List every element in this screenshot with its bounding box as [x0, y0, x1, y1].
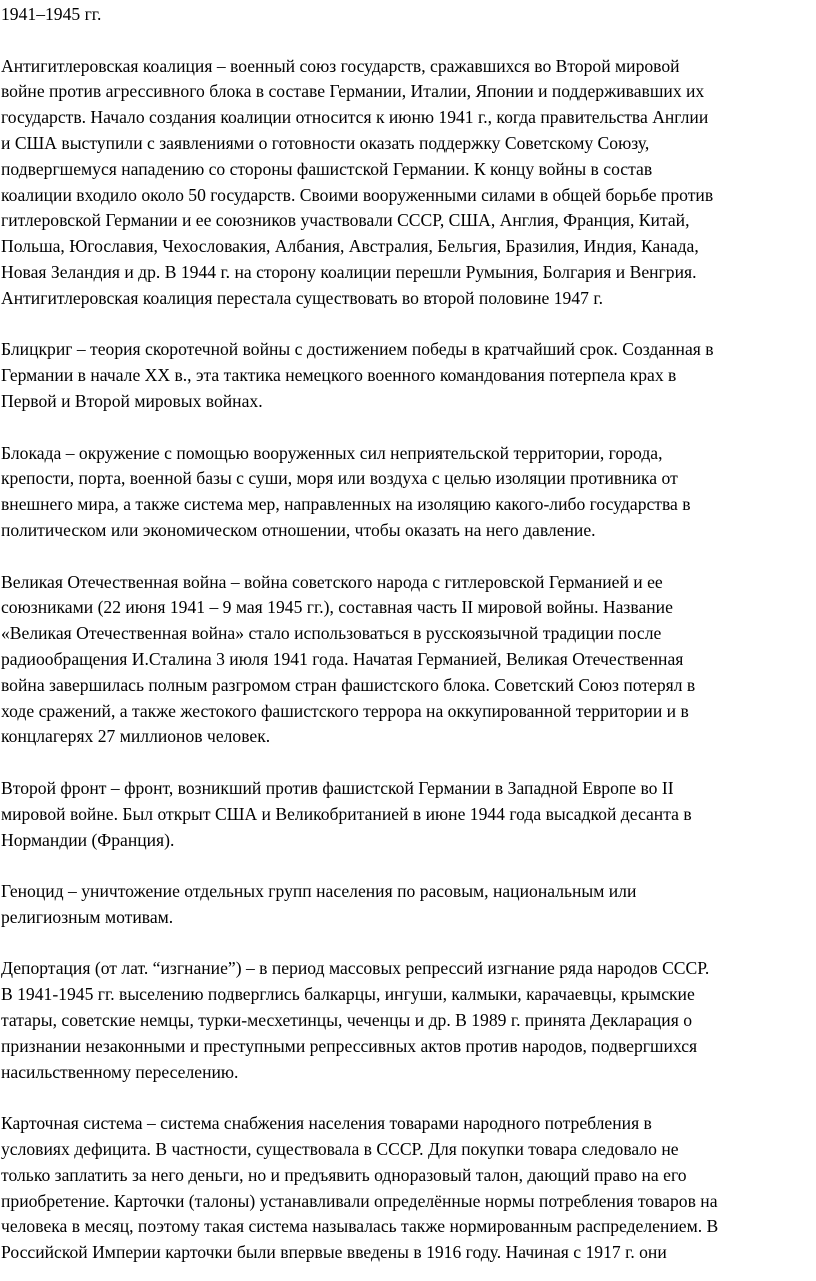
- term-paragraph: [1, 879, 806, 931]
- text-line: политическом или экономическом отношении, чтобы оказать на него давление.: [1, 519, 596, 540]
- text-line: человека в месяц, поэтому такая система называлась также нормированным распределением. В: [1, 1216, 719, 1237]
- term-paragraph: [1, 776, 806, 853]
- text-line: Новая Зеландия и др. В 1944 г. на сторону коалиции перешли Румыния, Болгария и Венгрия.: [1, 261, 697, 282]
- text-line: войне против агрессивного блока в составе Германии, Италии, Японии и поддерживавших их: [1, 81, 705, 102]
- document-header: [1, 2, 806, 28]
- text-line: религиозным мотивам.: [1, 906, 174, 927]
- text-line: подвергшемуся нападению со стороны фашистской Германии. К концу войны в состав: [1, 158, 653, 179]
- text-line: мировой войне. Был открыт США и Великобританией в июне 1944 года высадкой десанта в: [1, 803, 692, 824]
- text-line: Блицкриг – теория скоротечной войны с достижением победы в кратчайший срок. Созданная в: [1, 339, 714, 360]
- text-line: концлагерях 27 миллионов человек.: [1, 726, 271, 747]
- term-paragraph: [1, 337, 806, 414]
- term-paragraph: [1, 570, 806, 751]
- text-line: признании незаконными и преступными репрессивных актов против народов, подвергшихся: [1, 1035, 698, 1056]
- text-line: и США выступили с заявлениями о готовности оказать поддержку Советскому Союзу,: [1, 132, 650, 153]
- text-line: коалиции входило около 50 государств. Своими вооруженными силами в общей борьбе против: [1, 184, 714, 205]
- term-paragraphs: [1, 54, 806, 1266]
- text-line: Геноцид – уничтожение отдельных групп населения по расовым, национальным или: [1, 881, 637, 902]
- term-paragraph: [1, 54, 806, 312]
- text-line: Российской Империи карточки были впервые введены в 1916 году. Начиная с 1917 г. они: [1, 1242, 667, 1263]
- text-line: Антигитлеровская коалиция перестала существовать во второй половине 1947 г.: [1, 287, 603, 308]
- text-line: Польша, Югославия, Чехословакия, Албания, Австралия, Бельгия, Бразилия, Индия, Канада,: [1, 236, 699, 257]
- text-line: только заплатить за него деньги, но и предъявить одноразовый талон, дающий право на его: [1, 1164, 687, 1185]
- text-line: Антигитлеровская коалиция – военный союз государств, сражавшихся во Второй мировой: [1, 55, 680, 76]
- text-line: В 1941-1945 гг. выселению подверглись балкарцы, ингуши, калмыки, карачаевцы, крымские: [1, 984, 695, 1005]
- text-line: приобретение. Карточки (талоны) устанавливали определённые нормы потребления товаров на: [1, 1190, 718, 1211]
- text-line: ходе сражений, а также жестокого фашистского террора на оккупированной территории и в: [1, 700, 689, 721]
- text-line: союзниками (22 июня 1941 – 9 мая 1945 гг.), составная часть II мировой войны. Название: [1, 597, 673, 618]
- text-line: Германии в начале XX в., эта тактика немецкого военного командования потерпела крах в: [1, 365, 677, 386]
- text-line: крепости, порта, военной базы с суши, моря или воздуха с целью изоляции противника от: [1, 468, 678, 489]
- term-paragraph: [1, 1111, 806, 1266]
- text-line: насильственному переселению.: [1, 1061, 239, 1082]
- text-line: радиообращения И.Сталина 3 июля 1941 года. Начатая Германией, Великая Отечественная: [1, 648, 684, 669]
- term-paragraph: [1, 441, 806, 544]
- text-line: Депортация (от лат. “изгнание”) – в период массовых репрессий изгнание ряда народов СССР.: [1, 958, 710, 979]
- text-line: условиях дефицита. В частности, существовала в СССР. Для покупки товара следовало не: [1, 1139, 679, 1160]
- term-paragraph: [1, 956, 806, 1085]
- text-line: Блокада – окружение с помощью вооруженных сил неприятельской территории, города,: [1, 442, 663, 463]
- text-line: государств. Начало создания коалиции относится к июню 1941 г., когда правительства Англии: [1, 107, 709, 128]
- header-line: 1941–1945 гг.: [1, 4, 102, 24]
- text-line: Первой и Второй мировых войнах.: [1, 390, 263, 411]
- text-line: война завершилась полным разгромом стран фашистского блока. Советский Союз потерял в: [1, 674, 696, 695]
- text-line: Карточная система – система снабжения населения товарами народного потребления в: [1, 1113, 652, 1134]
- text-line: внешнего мира, а также система мер, направленных на изоляцию какого-либо государства в: [1, 494, 691, 515]
- text-line: «Великая Отечественная война» стало использоваться в русскоязычной традиции после: [1, 623, 662, 644]
- text-line: татары, советские немцы, турки-месхетинцы, чеченцы и др. В 1989 г. принята Декларация о: [1, 1010, 692, 1031]
- text-line: Великая Отечественная война – война советского народа с гитлеровской Германией и ее: [1, 571, 663, 592]
- text-line: Нормандии (Франция).: [1, 829, 175, 850]
- text-line: Второй фронт – фронт, возникший против фашистской Германии в Западной Европе во II: [1, 777, 674, 798]
- text-line: гитлеровской Германии и ее союзников участвовали СССР, США, Англия, Франция, Китай,: [1, 210, 690, 231]
